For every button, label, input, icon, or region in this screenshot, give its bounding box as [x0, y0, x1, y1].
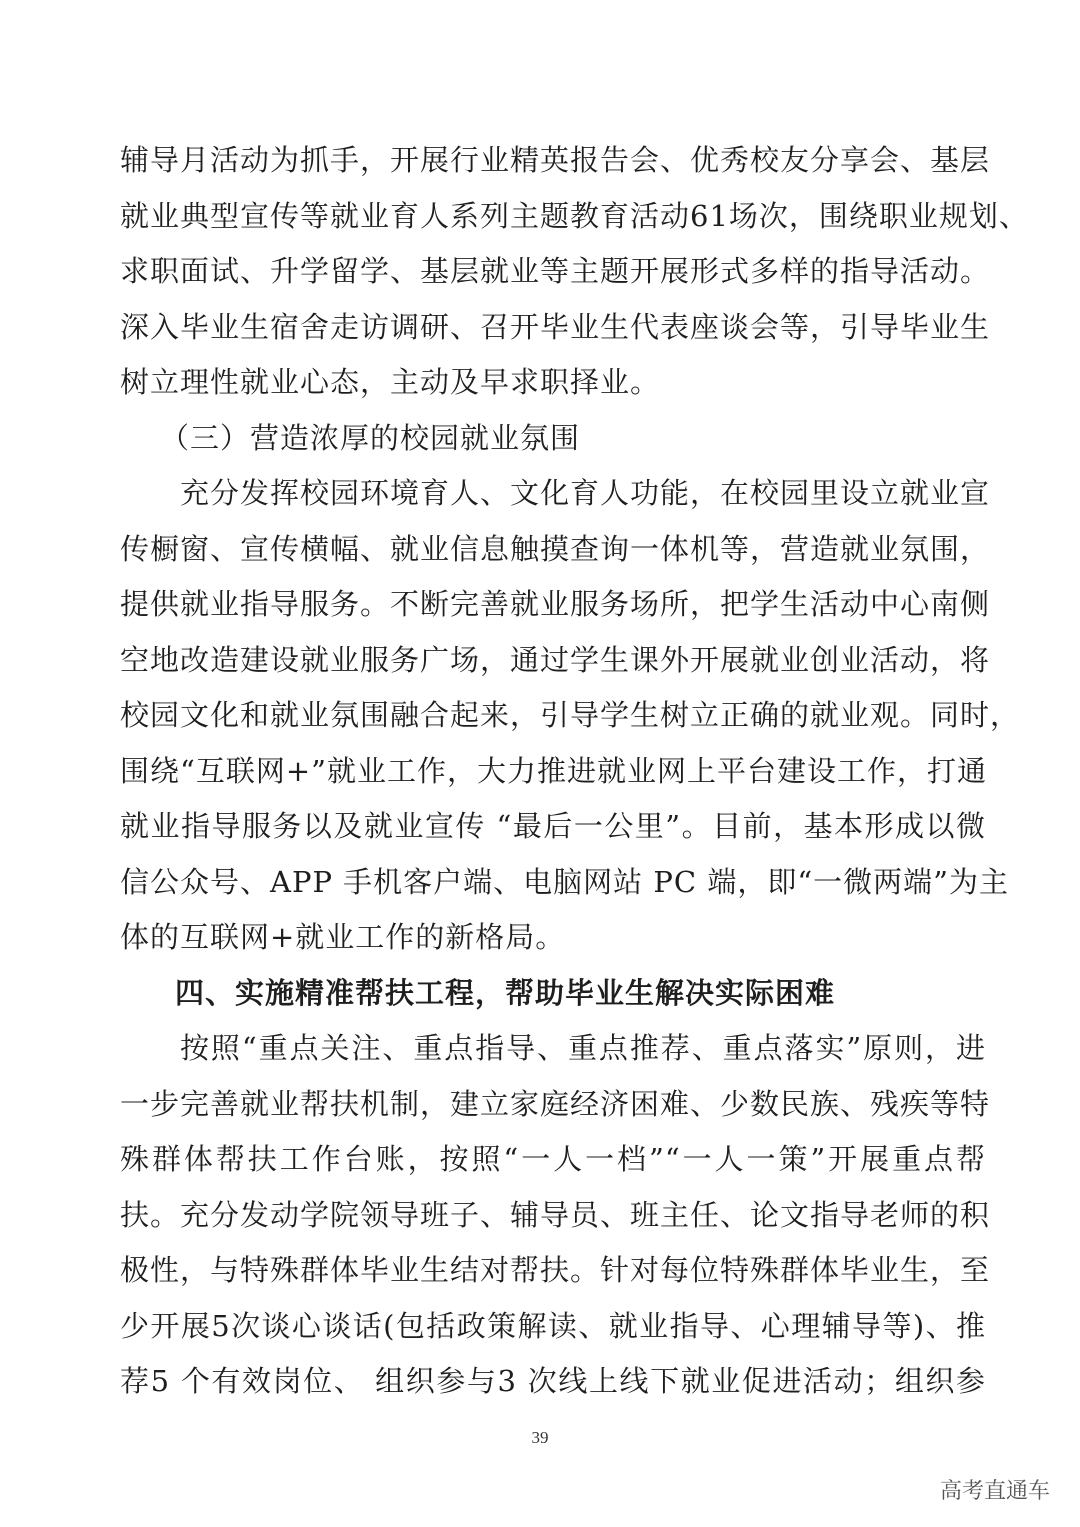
- paragraph-line: 深入毕业生宿舍走访调研、召开毕业生代表座谈会等，引导毕业生: [120, 309, 991, 344]
- paragraph-line: 辅导月活动为抓手，开展行业精英报告会、优秀校友分享会、基层: [120, 143, 991, 177]
- paragraph-line: 树立理性就业心态，主动及早求职择业。: [120, 365, 661, 399]
- paragraph-line: 一步完善就业帮扶机制，建立家庭经济困难、少数民族、残疾等特: [120, 1086, 991, 1121]
- watermark-text: 高考直通车: [939, 1479, 1050, 1504]
- paragraph-line: 校园文化和就业氛围融合起来，引导学生树立正确的就业观。同时，: [120, 698, 1021, 732]
- paragraph-line: 传橱窗、宣传横幅、就业信息触摸查询一体机等，营造就业氛围，: [120, 531, 991, 566]
- paragraph-line: 按照“重点关注、重点指导、重点推荐、重点落实”原则，进: [180, 1031, 986, 1065]
- section-heading: 四、实施精准帮扶工程，帮助毕业生解决实际困难: [175, 975, 836, 1010]
- paragraph-line: 体的互联网+就业工作的新格局。: [120, 920, 566, 954]
- paragraph-line: 空地改造建设就业服务广场，通过学生课外开展就业创业活动，将: [120, 642, 991, 677]
- paragraph-line: 就业典型宣传等就业育人系列主题教育活动61场次，围绕职业规划、: [120, 198, 1029, 233]
- paragraph-line: 提供就业指导服务。不断完善就业服务场所，把学生活动中心南侧: [120, 587, 991, 621]
- page-number: 39: [531, 1428, 549, 1447]
- paragraph-line: 围绕“互联网+”就业工作，大力推进就业网上平台建设工作，打通: [120, 753, 987, 788]
- section-heading: （三）营造浓厚的校园就业氛围: [160, 420, 581, 455]
- paragraph-line: 就业指导服务以及就业宣传 “最后一公里”。目前，基本形成以微: [120, 809, 986, 843]
- paragraph-line: 少开展5次谈心谈话(包括政策解读、就业指导、心理辅导等)、推: [120, 1308, 986, 1343]
- paragraph-line: 信公众号、APP 手机客户端、电脑网站 PC 端，即“一微两端”为主: [120, 864, 1009, 899]
- paragraph-line: 求职面试、升学留学、基层就业等主题开展形式多样的指导活动。: [120, 254, 991, 288]
- paragraph-line: 充分发挥校园环境育人、文化育人功能，在校园里设立就业宣: [180, 476, 991, 510]
- paragraph-line: 殊群体帮扶工作台账，按照“一人一档”“一人一策”开展重点帮: [120, 1142, 986, 1176]
- paragraph-line: 极性，与特殊群体毕业生结对帮扶。针对每位特殊群体毕业生，至: [120, 1253, 991, 1287]
- paragraph-line: 荐5 个有效岗位、 组织参与3 次线上线下就业促进活动；组织参: [120, 1364, 986, 1398]
- paragraph-line: 扶。充分发动学院领导班子、辅导员、班主任、论文指导老师的积: [120, 1197, 991, 1232]
